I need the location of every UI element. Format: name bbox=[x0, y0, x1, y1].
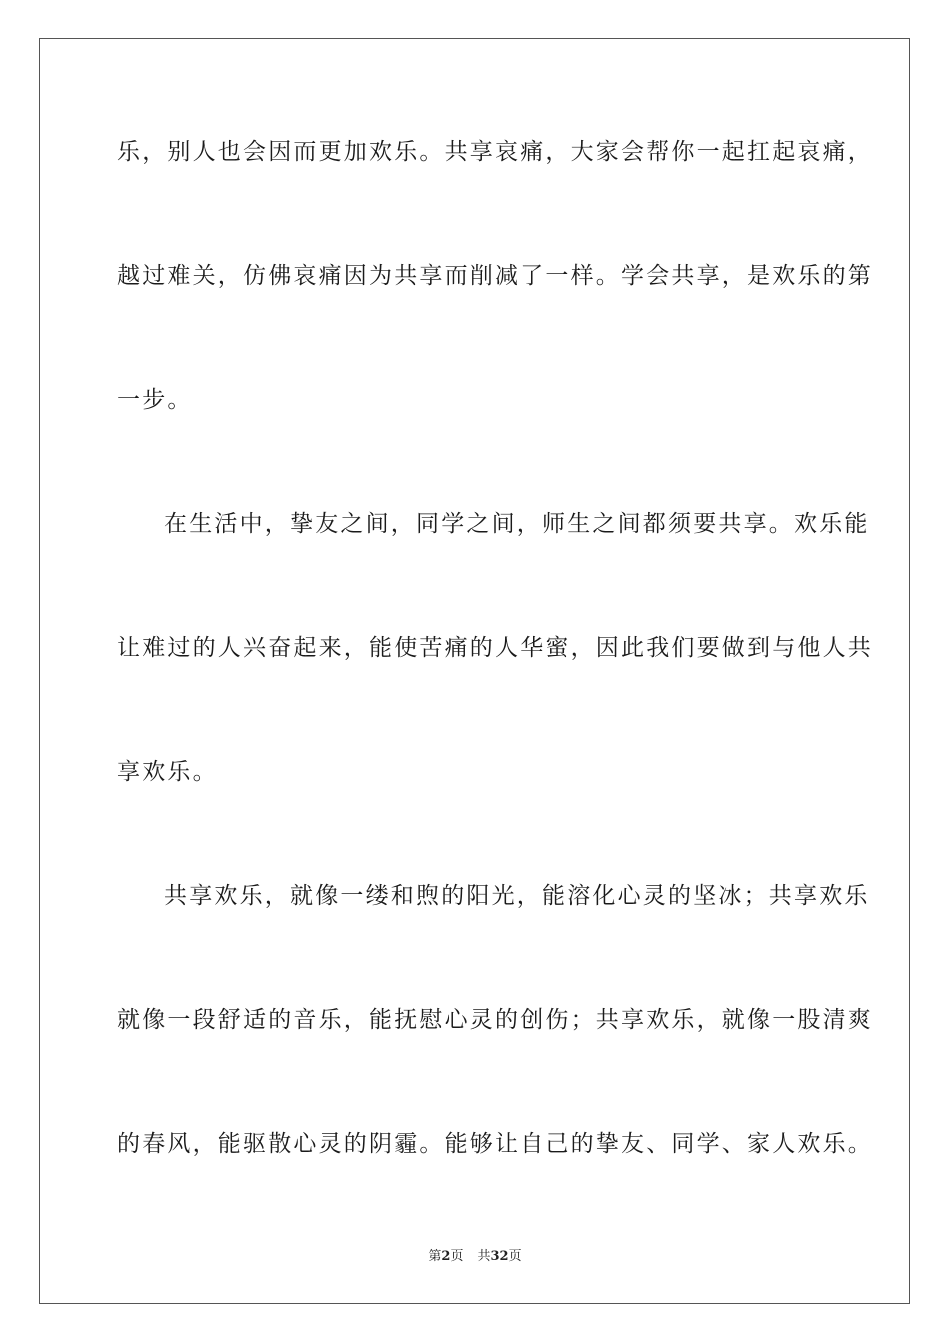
page-number: 2 bbox=[441, 1249, 451, 1264]
body-line-9: 的春风，能驱散心灵的阴霾。能够让自己的挚友、同学、家人欢乐。 bbox=[117, 1131, 873, 1157]
total-prefix: 共 bbox=[477, 1249, 491, 1264]
body-line-3: 一步。 bbox=[117, 387, 193, 413]
body-line-2: 越过难关，仿佛哀痛因为共享而削减了一样。学会共享，是欢乐的第 bbox=[117, 263, 873, 289]
body-line-8: 就像一段舒适的音乐，能抚慰心灵的创伤；共享欢乐，就像一股清爽 bbox=[117, 1007, 873, 1033]
page-border bbox=[39, 38, 910, 1304]
body-line-5: 让难过的人兴奋起来，能使苦痛的人华蜜，因此我们要做到与他人共 bbox=[117, 635, 873, 661]
body-line-1: 乐，别人也会因而更加欢乐。共享哀痛，大家会帮你一起扛起哀痛， bbox=[117, 139, 873, 165]
body-line-4: 在生活中，挚友之间，同学之间，师生之间都须要共享。欢乐能 bbox=[164, 511, 870, 537]
page-footer bbox=[0, 1248, 950, 1266]
page-prefix: 第 bbox=[428, 1249, 442, 1264]
total-pages: 32 bbox=[490, 1249, 509, 1264]
body-line-7: 共享欢乐，就像一缕和煦的阳光，能溶化心灵的坚冰；共享欢乐 bbox=[164, 883, 870, 909]
total-suffix: 页 bbox=[508, 1249, 522, 1264]
page-suffix: 页 bbox=[450, 1249, 464, 1264]
body-line-6: 享欢乐。 bbox=[117, 759, 218, 785]
